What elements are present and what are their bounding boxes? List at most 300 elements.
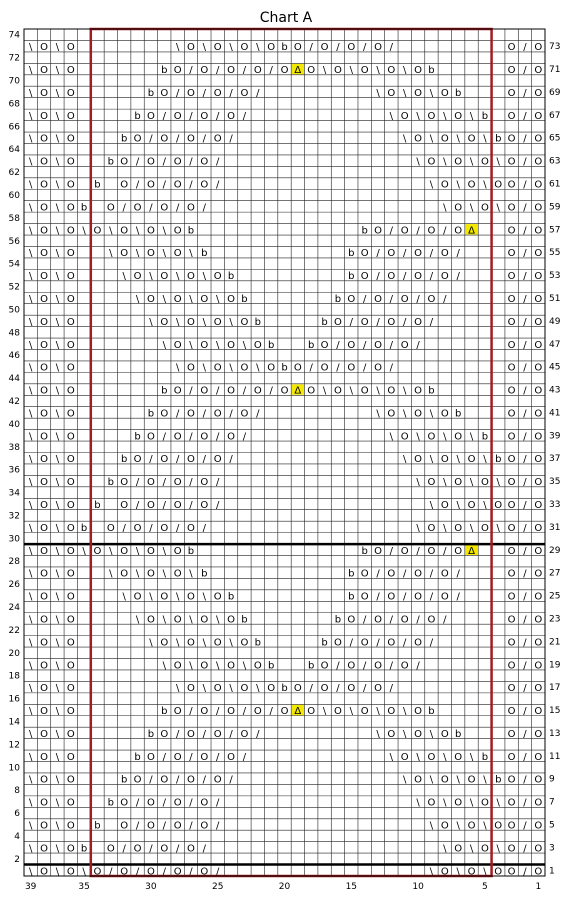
yarn-over-symbol: O xyxy=(253,339,262,351)
left-decrease-symbol: \ xyxy=(483,866,487,878)
yarn-over-symbol: O xyxy=(467,774,476,786)
left-decrease-symbol: \ xyxy=(28,431,33,443)
right-decrease-symbol: / xyxy=(189,797,193,809)
row-number-label: 2 xyxy=(14,854,20,865)
yarn-over-symbol: O xyxy=(160,87,169,99)
right-decrease-symbol: / xyxy=(189,110,193,122)
row-number-label: 69 xyxy=(549,87,561,98)
yarn-over-symbol: O xyxy=(66,866,75,878)
right-decrease-symbol: / xyxy=(443,293,447,305)
left-decrease-symbol: \ xyxy=(28,660,33,672)
left-decrease-symbol: \ xyxy=(28,271,33,283)
left-decrease-symbol: \ xyxy=(349,706,353,718)
left-decrease-symbol: \ xyxy=(376,728,380,740)
yarn-over-symbol: O xyxy=(507,477,516,489)
left-decrease-symbol: \ xyxy=(28,477,33,489)
yarn-over-symbol: O xyxy=(160,843,169,855)
yarn-over-symbol: O xyxy=(414,706,423,718)
yarn-over-symbol: O xyxy=(200,797,209,809)
twisted-stitch-symbol: b xyxy=(134,751,141,763)
right-decrease-symbol: / xyxy=(523,522,527,534)
left-decrease-symbol: \ xyxy=(55,522,60,534)
twisted-stitch-symbol: b xyxy=(321,637,328,649)
left-decrease-symbol: \ xyxy=(55,408,60,420)
twisted-stitch-symbol: b xyxy=(481,431,489,443)
right-decrease-symbol: / xyxy=(523,660,527,672)
yarn-over-symbol: O xyxy=(200,385,209,397)
yarn-over-symbol: O xyxy=(187,728,195,740)
left-decrease-symbol: \ xyxy=(28,225,33,237)
yarn-over-symbol: O xyxy=(187,133,195,145)
right-decrease-symbol: / xyxy=(416,660,420,672)
yarn-over-symbol: O xyxy=(200,179,209,191)
yarn-over-symbol: O xyxy=(534,339,543,351)
yarn-over-symbol: O xyxy=(146,293,155,305)
right-decrease-symbol: / xyxy=(523,545,527,557)
yarn-over-symbol: O xyxy=(400,751,409,763)
left-decrease-symbol: \ xyxy=(376,87,380,99)
left-decrease-symbol: \ xyxy=(429,500,434,512)
left-decrease-symbol: \ xyxy=(469,110,474,122)
yarn-over-symbol: O xyxy=(213,774,222,786)
twisted-stitch-symbol: b xyxy=(94,500,101,512)
right-decrease-symbol: / xyxy=(162,500,166,512)
yarn-over-symbol: O xyxy=(213,454,222,466)
left-decrease-symbol: \ xyxy=(162,293,166,305)
right-decrease-symbol: / xyxy=(456,568,460,580)
row-number-label: 45 xyxy=(549,362,561,373)
yarn-over-symbol: O xyxy=(173,248,182,260)
yarn-over-symbol: O xyxy=(146,431,155,443)
yarn-over-symbol: O xyxy=(507,614,516,626)
yarn-over-symbol: O xyxy=(200,751,209,763)
row-number-label: 8 xyxy=(14,786,20,797)
yarn-over-symbol: O xyxy=(347,614,356,626)
yarn-over-symbol: O xyxy=(534,271,543,283)
yarn-over-symbol: O xyxy=(187,271,195,283)
yarn-over-symbol: O xyxy=(440,248,449,260)
left-decrease-symbol: \ xyxy=(149,591,153,603)
yarn-over-symbol: O xyxy=(507,522,516,534)
left-decrease-symbol: \ xyxy=(55,202,60,214)
yarn-over-symbol: O xyxy=(240,728,249,740)
yarn-over-symbol: O xyxy=(454,843,463,855)
row-number-label: 13 xyxy=(549,728,561,739)
yarn-over-symbol: O xyxy=(440,591,449,603)
yarn-over-symbol: O xyxy=(240,42,249,54)
twisted-stitch-symbol: b xyxy=(80,522,88,534)
yarn-over-symbol: O xyxy=(333,385,342,397)
right-decrease-symbol: / xyxy=(216,65,220,77)
yarn-over-symbol: O xyxy=(267,362,276,374)
yarn-over-symbol: O xyxy=(66,500,75,512)
yarn-over-symbol: O xyxy=(66,316,75,328)
row-number-label: 25 xyxy=(549,591,561,602)
yarn-over-symbol: O xyxy=(66,522,75,534)
yarn-over-symbol: O xyxy=(187,87,195,99)
yarn-over-symbol: O xyxy=(213,362,222,374)
yarn-over-symbol: O xyxy=(187,522,195,534)
yarn-over-symbol: O xyxy=(360,637,369,649)
yarn-over-symbol: O xyxy=(454,477,463,489)
yarn-over-symbol: O xyxy=(227,339,236,351)
yarn-over-symbol: O xyxy=(40,545,48,557)
yarn-over-symbol: O xyxy=(200,339,209,351)
right-decrease-symbol: / xyxy=(403,568,407,580)
right-decrease-symbol: / xyxy=(216,110,220,122)
right-decrease-symbol: / xyxy=(162,110,166,122)
yarn-over-symbol: O xyxy=(120,820,129,832)
yarn-over-symbol: O xyxy=(120,477,129,489)
yarn-over-symbol: O xyxy=(387,385,396,397)
yarn-over-symbol: O xyxy=(293,42,302,54)
right-decrease-symbol: / xyxy=(216,156,220,168)
yarn-over-symbol: O xyxy=(534,225,543,237)
twisted-stitch-symbol: b xyxy=(80,202,88,214)
yarn-over-symbol: O xyxy=(480,202,489,214)
yarn-over-symbol: O xyxy=(360,248,369,260)
twisted-stitch-symbol: b xyxy=(94,820,101,832)
yarn-over-symbol: O xyxy=(414,87,423,99)
twisted-stitch-symbol: b xyxy=(348,591,355,603)
left-decrease-symbol: \ xyxy=(443,751,447,763)
right-decrease-symbol: / xyxy=(523,316,527,328)
yarn-over-symbol: O xyxy=(160,774,169,786)
yarn-over-symbol: O xyxy=(227,110,236,122)
yarn-over-symbol: O xyxy=(120,568,129,580)
left-decrease-symbol: \ xyxy=(189,660,193,672)
yarn-over-symbol: O xyxy=(213,316,222,328)
right-decrease-symbol: / xyxy=(229,87,233,99)
yarn-over-symbol: O xyxy=(160,637,169,649)
twisted-stitch-symbol: b xyxy=(308,660,315,672)
column-number-label: 30 xyxy=(145,882,157,892)
right-decrease-symbol: / xyxy=(162,797,166,809)
right-decrease-symbol: / xyxy=(389,339,394,351)
yarn-over-symbol: O xyxy=(173,179,182,191)
left-decrease-symbol: \ xyxy=(82,545,86,557)
yarn-over-symbol: O xyxy=(173,706,182,718)
yarn-over-symbol: O xyxy=(146,751,155,763)
yarn-over-symbol: O xyxy=(507,774,516,786)
left-decrease-symbol: \ xyxy=(403,87,407,99)
yarn-over-symbol: O xyxy=(66,614,75,626)
yarn-over-symbol: O xyxy=(387,248,396,260)
row-number-label: 35 xyxy=(549,477,561,488)
yarn-over-symbol: O xyxy=(40,866,48,878)
yarn-over-symbol: O xyxy=(200,660,209,672)
left-decrease-symbol: \ xyxy=(189,248,193,260)
yarn-over-symbol: O xyxy=(146,156,155,168)
yarn-over-symbol: O xyxy=(227,614,236,626)
row-number-label: 67 xyxy=(549,110,561,121)
left-decrease-symbol: \ xyxy=(443,477,447,489)
left-decrease-symbol: \ xyxy=(28,87,33,99)
yarn-over-symbol: O xyxy=(173,477,182,489)
left-decrease-symbol: \ xyxy=(443,522,447,534)
yarn-over-symbol: O xyxy=(187,316,195,328)
yarn-over-symbol: O xyxy=(120,156,129,168)
yarn-over-symbol: O xyxy=(173,820,182,832)
yarn-over-symbol: O xyxy=(106,843,115,855)
twisted-stitch-symbol: b xyxy=(107,477,115,489)
right-decrease-symbol: / xyxy=(202,522,207,534)
twisted-stitch-symbol: b xyxy=(428,385,435,397)
right-decrease-symbol: / xyxy=(429,316,434,328)
yarn-over-symbol: O xyxy=(387,87,396,99)
yarn-over-symbol: O xyxy=(120,797,129,809)
yarn-over-symbol: O xyxy=(66,42,75,54)
right-decrease-symbol: / xyxy=(149,454,153,466)
right-decrease-symbol: / xyxy=(256,87,260,99)
yarn-over-symbol: O xyxy=(200,65,209,77)
twisted-stitch-symbol: b xyxy=(147,728,155,740)
yarn-over-symbol: O xyxy=(507,820,516,832)
yarn-over-symbol: O xyxy=(40,133,48,145)
left-decrease-symbol: \ xyxy=(55,660,60,672)
twisted-stitch-symbol: b xyxy=(227,271,235,283)
right-decrease-symbol: / xyxy=(162,477,166,489)
row-number-label: 61 xyxy=(549,179,561,190)
yarn-over-symbol: O xyxy=(187,362,195,374)
yarn-over-symbol: O xyxy=(106,522,115,534)
right-decrease-symbol: / xyxy=(162,751,166,763)
row-number-label: 62 xyxy=(8,168,20,179)
twisted-stitch-symbol: b xyxy=(454,728,462,740)
yarn-over-symbol: O xyxy=(146,797,155,809)
left-decrease-symbol: \ xyxy=(443,202,447,214)
yarn-over-symbol: O xyxy=(133,843,142,855)
left-decrease-symbol: \ xyxy=(135,225,140,237)
right-decrease-symbol: / xyxy=(216,385,220,397)
yarn-over-symbol: O xyxy=(333,65,342,77)
left-decrease-symbol: \ xyxy=(28,683,33,695)
twisted-stitch-symbol: b xyxy=(308,339,315,351)
yarn-over-symbol: O xyxy=(160,316,169,328)
left-decrease-symbol: \ xyxy=(469,843,474,855)
left-decrease-symbol: \ xyxy=(496,843,500,855)
right-decrease-symbol: / xyxy=(403,591,407,603)
yarn-over-symbol: O xyxy=(360,385,369,397)
yarn-over-symbol: O xyxy=(40,408,48,420)
yarn-over-symbol: O xyxy=(213,637,222,649)
yarn-over-symbol: O xyxy=(507,339,516,351)
twisted-stitch-symbol: b xyxy=(201,568,208,580)
yarn-over-symbol: O xyxy=(494,500,503,512)
yarn-over-symbol: O xyxy=(360,65,369,77)
left-decrease-symbol: \ xyxy=(55,339,60,351)
right-decrease-symbol: / xyxy=(362,293,367,305)
yarn-over-symbol: O xyxy=(480,797,489,809)
row-number-label: 29 xyxy=(549,545,561,556)
left-decrease-symbol: \ xyxy=(55,568,60,580)
right-decrease-symbol: / xyxy=(362,42,367,54)
left-decrease-symbol: \ xyxy=(322,706,327,718)
row-number-label: 27 xyxy=(549,568,561,579)
right-decrease-symbol: / xyxy=(135,797,140,809)
yarn-over-symbol: O xyxy=(480,477,489,489)
yarn-over-symbol: O xyxy=(40,316,48,328)
yarn-over-symbol: O xyxy=(307,65,316,77)
double-decrease-symbol: Δ xyxy=(468,545,475,557)
left-decrease-symbol: \ xyxy=(469,797,474,809)
left-decrease-symbol: \ xyxy=(122,591,126,603)
yarn-over-symbol: O xyxy=(40,156,48,168)
left-decrease-symbol: \ xyxy=(28,866,33,878)
yarn-over-symbol: O xyxy=(347,660,356,672)
right-decrease-symbol: / xyxy=(523,637,527,649)
yarn-over-symbol: O xyxy=(440,271,449,283)
yarn-over-symbol: O xyxy=(507,866,516,878)
left-decrease-symbol: \ xyxy=(349,385,353,397)
yarn-over-symbol: O xyxy=(40,431,48,443)
yarn-over-symbol: O xyxy=(387,568,396,580)
right-decrease-symbol: / xyxy=(216,797,220,809)
yarn-over-symbol: O xyxy=(200,820,209,832)
left-decrease-symbol: \ xyxy=(496,477,500,489)
row-number-label: 39 xyxy=(549,431,561,442)
twisted-stitch-symbol: b xyxy=(334,614,342,626)
yarn-over-symbol: O xyxy=(347,42,356,54)
row-number-label: 41 xyxy=(549,408,561,419)
yarn-over-symbol: O xyxy=(187,454,195,466)
row-number-label: 64 xyxy=(8,145,20,156)
yarn-over-symbol: O xyxy=(160,271,169,283)
yarn-over-symbol: O xyxy=(187,408,195,420)
yarn-over-symbol: O xyxy=(120,545,129,557)
yarn-over-symbol: O xyxy=(427,797,436,809)
twisted-stitch-symbol: b xyxy=(481,110,489,122)
row-number-label: 22 xyxy=(8,625,20,636)
yarn-over-symbol: O xyxy=(534,87,543,99)
yarn-over-symbol: O xyxy=(387,271,396,283)
row-number-label: 71 xyxy=(549,65,561,76)
row-number-label: 5 xyxy=(549,820,555,831)
yarn-over-symbol: O xyxy=(40,225,48,237)
twisted-stitch-symbol: b xyxy=(241,614,248,626)
yarn-over-symbol: O xyxy=(40,293,48,305)
left-decrease-symbol: \ xyxy=(55,614,60,626)
right-decrease-symbol: / xyxy=(175,843,180,855)
right-decrease-symbol: / xyxy=(336,683,340,695)
left-decrease-symbol: \ xyxy=(55,843,60,855)
yarn-over-symbol: O xyxy=(40,339,48,351)
row-number-label: 49 xyxy=(549,316,561,327)
right-decrease-symbol: / xyxy=(523,202,527,214)
row-number-label: 72 xyxy=(8,53,20,64)
yarn-over-symbol: O xyxy=(534,683,543,695)
yarn-over-symbol: O xyxy=(280,706,289,718)
yarn-over-symbol: O xyxy=(173,660,182,672)
yarn-over-symbol: O xyxy=(173,545,182,557)
yarn-over-symbol: O xyxy=(507,110,516,122)
double-decrease-symbol: Δ xyxy=(468,225,475,237)
yarn-over-symbol: O xyxy=(66,385,75,397)
yarn-over-symbol: O xyxy=(227,385,236,397)
yarn-over-symbol: O xyxy=(213,728,222,740)
row-number-label: 48 xyxy=(8,328,20,339)
left-decrease-symbol: \ xyxy=(109,545,113,557)
right-decrease-symbol: / xyxy=(269,706,273,718)
yarn-over-symbol: O xyxy=(40,637,48,649)
right-decrease-symbol: / xyxy=(429,637,434,649)
left-decrease-symbol: \ xyxy=(55,110,60,122)
left-decrease-symbol: \ xyxy=(55,65,60,77)
left-decrease-symbol: \ xyxy=(135,545,140,557)
yarn-over-symbol: O xyxy=(66,65,75,77)
left-decrease-symbol: \ xyxy=(429,774,434,786)
yarn-over-symbol: O xyxy=(40,65,48,77)
left-decrease-symbol: \ xyxy=(229,42,233,54)
row-number-label: 4 xyxy=(14,831,20,842)
left-decrease-symbol: \ xyxy=(456,820,460,832)
left-decrease-symbol: \ xyxy=(55,248,60,260)
yarn-over-symbol: O xyxy=(133,522,142,534)
left-decrease-symbol: \ xyxy=(28,65,33,77)
left-decrease-symbol: \ xyxy=(55,271,60,283)
right-decrease-symbol: / xyxy=(202,133,207,145)
row-number-label: 70 xyxy=(8,76,20,87)
row-number-label: 7 xyxy=(549,797,555,808)
left-decrease-symbol: \ xyxy=(416,797,420,809)
twisted-stitch-symbol: b xyxy=(80,843,88,855)
yarn-over-symbol: O xyxy=(400,225,409,237)
yarn-over-symbol: O xyxy=(507,248,516,260)
yarn-over-symbol: O xyxy=(440,179,449,191)
right-decrease-symbol: / xyxy=(416,293,420,305)
left-decrease-symbol: \ xyxy=(389,431,394,443)
row-number-label: 26 xyxy=(8,580,20,591)
yarn-over-symbol: O xyxy=(320,683,329,695)
right-decrease-symbol: / xyxy=(149,202,153,214)
left-decrease-symbol: \ xyxy=(28,385,33,397)
right-decrease-symbol: / xyxy=(523,431,527,443)
right-decrease-symbol: / xyxy=(242,385,247,397)
yarn-over-symbol: O xyxy=(414,248,423,260)
yarn-over-symbol: O xyxy=(66,637,75,649)
left-decrease-symbol: \ xyxy=(456,454,460,466)
row-number-label: 17 xyxy=(549,683,561,694)
yarn-over-symbol: O xyxy=(507,706,516,718)
yarn-over-symbol: O xyxy=(414,271,423,283)
yarn-over-symbol: O xyxy=(400,614,409,626)
yarn-over-symbol: O xyxy=(40,843,48,855)
yarn-over-symbol: O xyxy=(467,179,476,191)
yarn-over-symbol: O xyxy=(200,500,209,512)
row-number-label: 10 xyxy=(8,763,20,774)
yarn-over-symbol: O xyxy=(467,866,476,878)
yarn-over-symbol: O xyxy=(534,706,543,718)
right-decrease-symbol: / xyxy=(456,271,460,283)
yarn-over-symbol: O xyxy=(146,477,155,489)
left-decrease-symbol: \ xyxy=(28,637,33,649)
yarn-over-symbol: O xyxy=(40,202,48,214)
row-number-label: 3 xyxy=(549,843,555,854)
right-decrease-symbol: / xyxy=(242,110,247,122)
left-decrease-symbol: \ xyxy=(242,660,247,672)
right-decrease-symbol: / xyxy=(523,110,527,122)
left-decrease-symbol: \ xyxy=(28,522,33,534)
yarn-over-symbol: O xyxy=(213,42,222,54)
row-number-label: 66 xyxy=(8,122,20,133)
yarn-over-symbol: O xyxy=(427,614,436,626)
yarn-over-symbol: O xyxy=(227,751,236,763)
right-decrease-symbol: / xyxy=(149,843,153,855)
row-number-label: 12 xyxy=(8,740,20,751)
left-decrease-symbol: \ xyxy=(256,362,260,374)
yarn-over-symbol: O xyxy=(427,477,436,489)
left-decrease-symbol: \ xyxy=(416,751,420,763)
